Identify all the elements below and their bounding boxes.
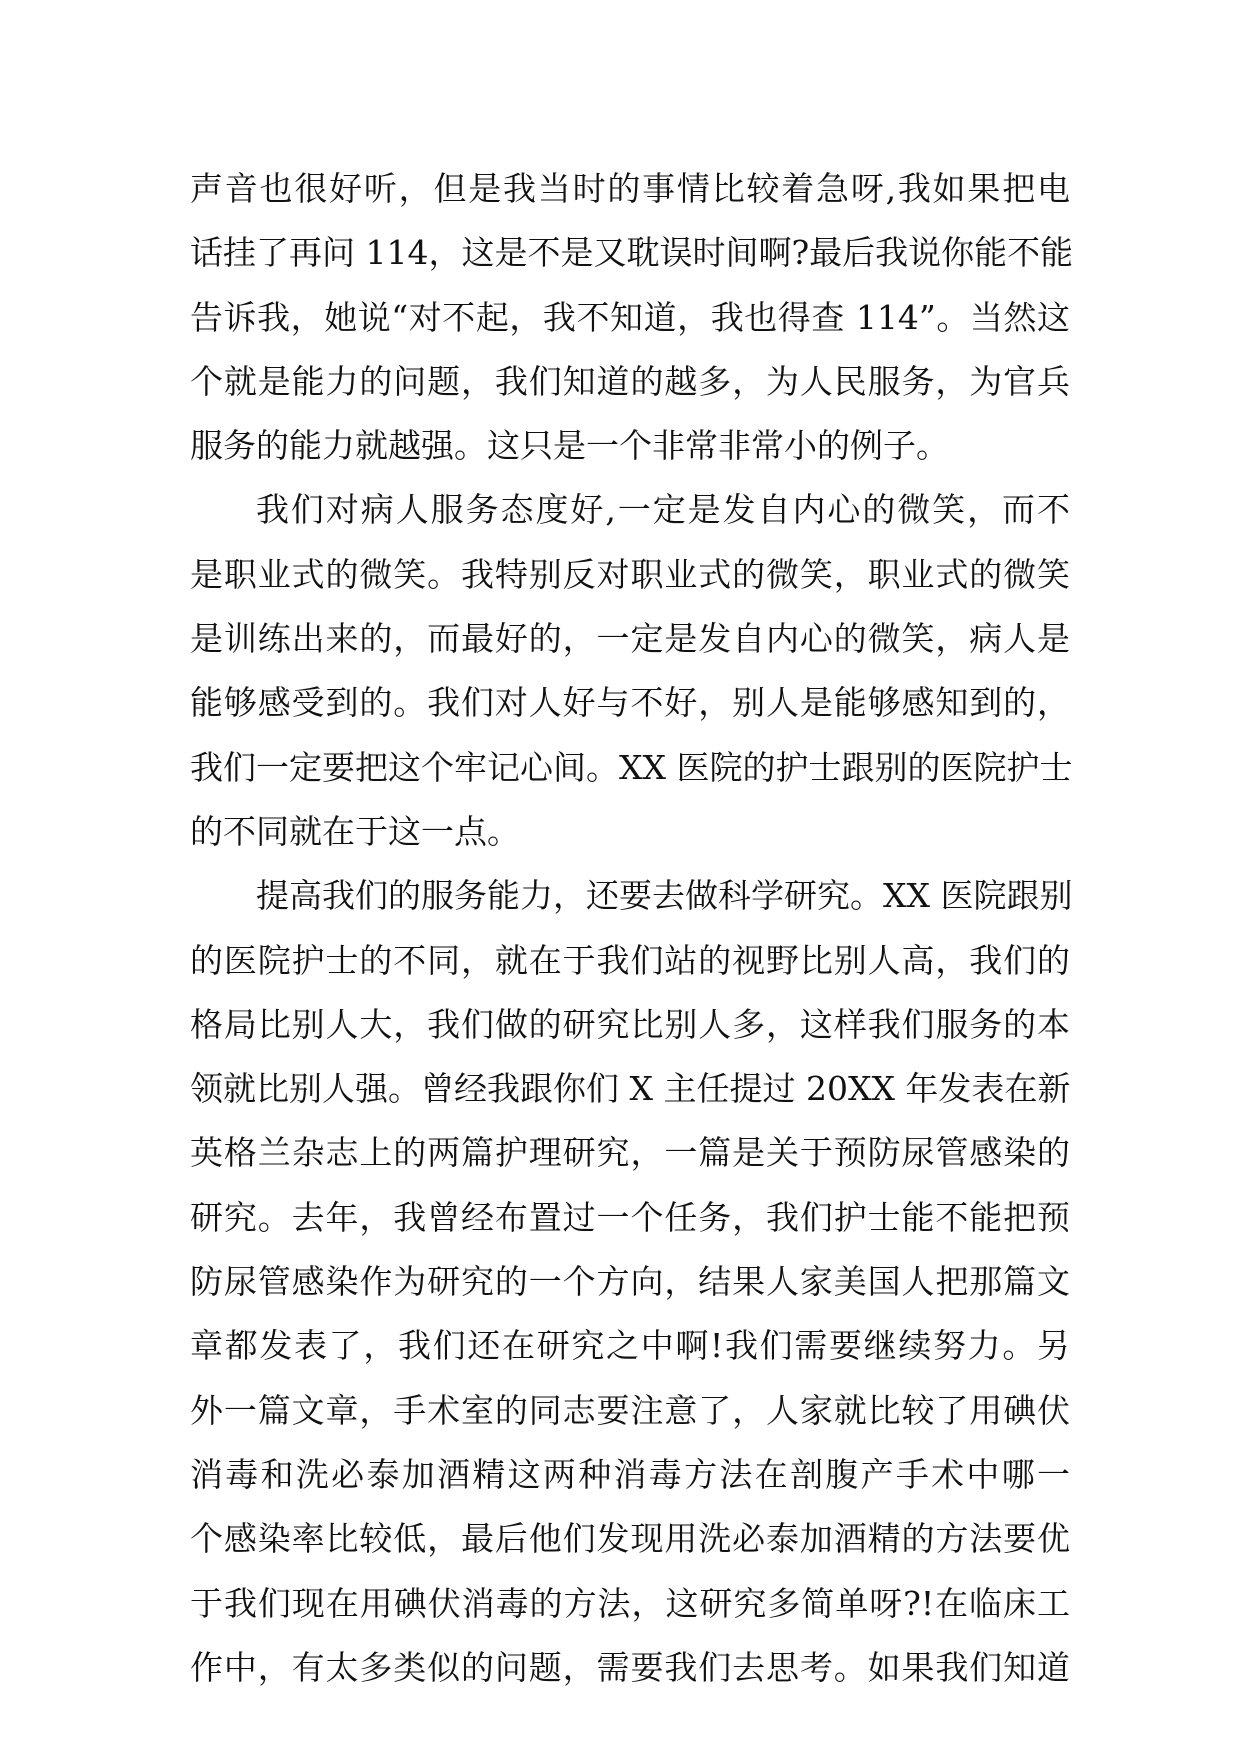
text-line: 英格兰杂志上的两篇护理研究，一篇是关于预防尿管感染的 bbox=[190, 1133, 1070, 1173]
text-line: 防尿管感染作为研究的一个方向，结果人家美国人把那篇文 bbox=[190, 1262, 1070, 1302]
text-line: 我们对病人服务态度好,一定是发自内心的微笑，而不 bbox=[256, 490, 1070, 530]
paragraph-1 bbox=[190, 157, 1074, 478]
text-line: 消毒和洗必泰加酒精这两种消毒方法在剖腹产手术中哪一 bbox=[190, 1454, 1070, 1494]
text-line: 话挂了再问 114，这是不是又耽误时间啊?最后我说你能不能 bbox=[190, 233, 1074, 273]
paragraph-2 bbox=[190, 478, 1073, 864]
text-line: 提高我们的服务能力，还要去做科学研究。XX 医院跟别 bbox=[256, 876, 1073, 916]
text-line: 我们一定要把这个牢记心间。XX 医院的护士跟别的医院护士 bbox=[190, 747, 1073, 787]
text-line: 领就比别人强。曾经我跟你们 X 主任提过 20XX 年发表在新 bbox=[190, 1069, 1071, 1109]
text-line: 作中，有太多类似的问题，需要我们去思考。如果我们知道 bbox=[190, 1647, 1070, 1687]
text-line: 于我们现在用碘伏消毒的方法，这研究多简单呀?!在临床工 bbox=[190, 1583, 1070, 1623]
text-line: 服务的能力就越强。这只是一个非常非常小的例子。 bbox=[190, 426, 949, 466]
text-line: 研究。去年，我曾经布置过一个任务，我们护士能不能把预 bbox=[190, 1197, 1070, 1237]
text-line: 个感染率比较低，最后他们发现用洗必泰加酒精的方法要优 bbox=[190, 1519, 1070, 1559]
text-line: 告诉我，她说“对不起，我不知道，我也得查 114”。当然这 bbox=[190, 297, 1070, 337]
text-line: 是职业式的微笑。我特别反对职业式的微笑，职业式的微笑 bbox=[190, 554, 1070, 594]
text-line: 的不同就在于这一点。 bbox=[190, 811, 520, 851]
paragraph-3 bbox=[190, 864, 1073, 1700]
document-body bbox=[190, 157, 1074, 1700]
text-line: 的医院护士的不同，就在于我们站的视野比别人高，我们的 bbox=[190, 940, 1070, 980]
text-line: 声音也很好听，但是我当时的事情比较着急呀,我如果把电 bbox=[190, 169, 1070, 208]
text-line: 个就是能力的问题，我们知道的越多，为人民服务，为官兵 bbox=[190, 361, 1070, 401]
text-line: 能够感受到的。我们对人好与不好，别人是能够感知到的， bbox=[190, 683, 1070, 723]
text-line: 是训练出来的，而最好的，一定是发自内心的微笑，病人是 bbox=[190, 619, 1070, 659]
text-line: 格局比别人大，我们做的研究比别人多，这样我们服务的本 bbox=[190, 1004, 1070, 1044]
text-line: 章都发表了，我们还在研究之中啊!我们需要继续努力。另 bbox=[190, 1326, 1070, 1366]
text-line: 外一篇文章，手术室的同志要注意了，人家就比较了用碘伏 bbox=[190, 1390, 1070, 1430]
